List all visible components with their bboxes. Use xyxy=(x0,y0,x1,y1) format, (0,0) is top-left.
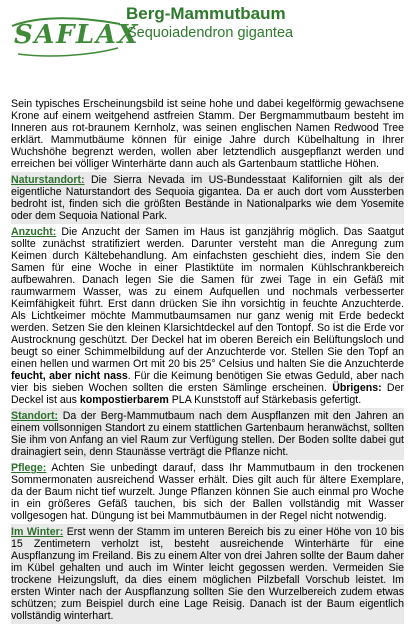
anzucht-bold-note: Übrigens: xyxy=(332,382,382,394)
botanical-name: Sequoiadendron gigantea xyxy=(127,25,294,41)
content xyxy=(11,96,404,624)
anzucht-text: Die Anzucht der Samen im Haus ist ganzjährig möglich. Das Saatgut sollte zunächst stratifiziert werden. Darunter versteht man die Anregung zum Keimen durch Kältebehandlung. Am einfachsten geschieht dies, indem Sie den Samen für eine Woche in einer Plastiktüte im normalen Kühlschrankbereich aufbewahren. Danach legen Sie die Samen für zwei Tage in ein Gefäß mit raumwarmem Wasser, was zu einem Aufquellen und nochmals verbesserter Keimfähigkeit führt. Erst dann drücken Sie ihn vorsichtig in feuchte Anzuchterde. Als Lichtkeimer möchte Mammutbaumsamen nur ganz wenig mit Erde bedeckt werden. Setzen Sie den kleinen Klarsichtdeckel auf den Tontopf. So ist die Erde vor Austrocknung geschützt. Der Deckel hat im oberen Bereich ein Belüftungsloch und beugt so einer Schimmelbildung auf der Anzuchterde vor. Stellen Sie den Topf an einen hellen und warmen Ort mit 20 bis 25° Celsius und halten Sie die Anzuchterde xyxy=(11,226,404,370)
anzucht-bold-moisture: feucht, aber nicht nass xyxy=(11,370,128,382)
standort-text: Da der Berg-Mammutbaum nach dem Auspflanzen mit den Jahren an einem vollsonnigen Standort zu einem stattlichen Gartenbaum heranwächst, sollten Sie ihm von Anfang an viel Raum zur Verfügung stellen. Der Boden sollte dabei gut drainagiert sein, denn Staunässe verträgt die Pflanze nicht. xyxy=(11,410,404,458)
anzucht-text-4: PLA Kunststoff auf Stärkebasis gefertigt. xyxy=(168,394,362,406)
winter-heading: Im Winter: xyxy=(11,526,64,538)
winter-text: Erst wenn der Stamm im unteren Bereich bis zu einer Höhe von 10 bis 15 Zentimetern verholzt ist, besteht ausreichende Winterhärte für eine Auspflanzung im Freiland. Bis zu einem Alter von drei Jahren sollte der Baum daher im Kübel gehalten und auch im Winter leicht gegossen werden. Vermeiden Sie trockene Heizungsluft, da dies einem möglichen Pilzbefall Vorschub leistet. Im ersten Winter nach der Auspflanzung sollten Sie den Wurzelbereich zudem etwas schützen; zum Beispiel durch eine Lage Reisig. Danach ist der Baum eigentlich vollständig winterhart. xyxy=(11,526,404,622)
pflege-text: Achten Sie unbedingt darauf, dass Ihr Mammutbaum in den trockenen Sommermonaten ausreichend Wasser erhält. Dies gilt auch für ältere Exemplare, da der Baum nicht tief wurzelt. Junge Pflanzen können Sie auch einmal pro Woche in ein größeres Gefäß tauchen, bis sich der Ballen vollständig mit Wasser vollgesogen hat. Düngung ist bei Mammutbäumen in der Regel nicht notwendig. xyxy=(11,462,404,522)
page-title: Berg-Mammutbaum xyxy=(126,4,286,23)
anzucht-heading: Anzucht: xyxy=(11,226,57,238)
standort-section xyxy=(11,408,404,460)
anzucht-section xyxy=(11,224,404,408)
intro-text: Sein typisches Erscheinungsbild ist seine hohe und dabei kegelförmig gewachsene Krone auf einem weitgehend astfreien Stamm. Der Bergmammutbaum besteht im Inneren aus rot-braunem Kernholz, was seinen englischen Namen Redwood Tree erklärt. Mammutbäume können für einige Jahre durch Kübelhaltung in Ihrer Wuchshöhe begrenzt werden, wollen aber letztendlich ausgepflanzt werden und erreichen bei völliger Winterhärte dann auch als Gartenbaum stattliche Höhen. xyxy=(11,98,404,170)
anzucht-text-3: Der Deckel ist aus xyxy=(11,382,404,406)
intro-section xyxy=(11,96,404,172)
pflege-heading: Pflege: xyxy=(11,462,47,474)
winter-section xyxy=(11,524,404,624)
naturstandort-text: Die Sierra Nevada im US-Bundesstaat Kalifornien gilt als der eigentliche Naturstandort des Sequoia gigantea. Da er auch dort vom Aussterben bedroht ist, finden sich die größten Bestände in Nationalparks wie dem Yosemite oder dem Sequoia National Park. xyxy=(11,174,404,222)
anzucht-bold-compostable: kompostierbarem xyxy=(79,394,169,406)
pflege-section xyxy=(11,460,404,524)
header xyxy=(0,0,416,58)
standort-heading: Standort: xyxy=(11,410,59,422)
anzucht-text-2: . Für die Keimung benötigen Sie etwas Geduld, aber nach vier bis sieben Wochen sollten die ersten Sämlinge erscheinen. xyxy=(11,370,405,394)
naturstandort-heading: Naturstandort: xyxy=(11,174,85,186)
brand-logo: SAFLAX xyxy=(14,20,140,50)
naturstandort-section xyxy=(11,172,404,224)
